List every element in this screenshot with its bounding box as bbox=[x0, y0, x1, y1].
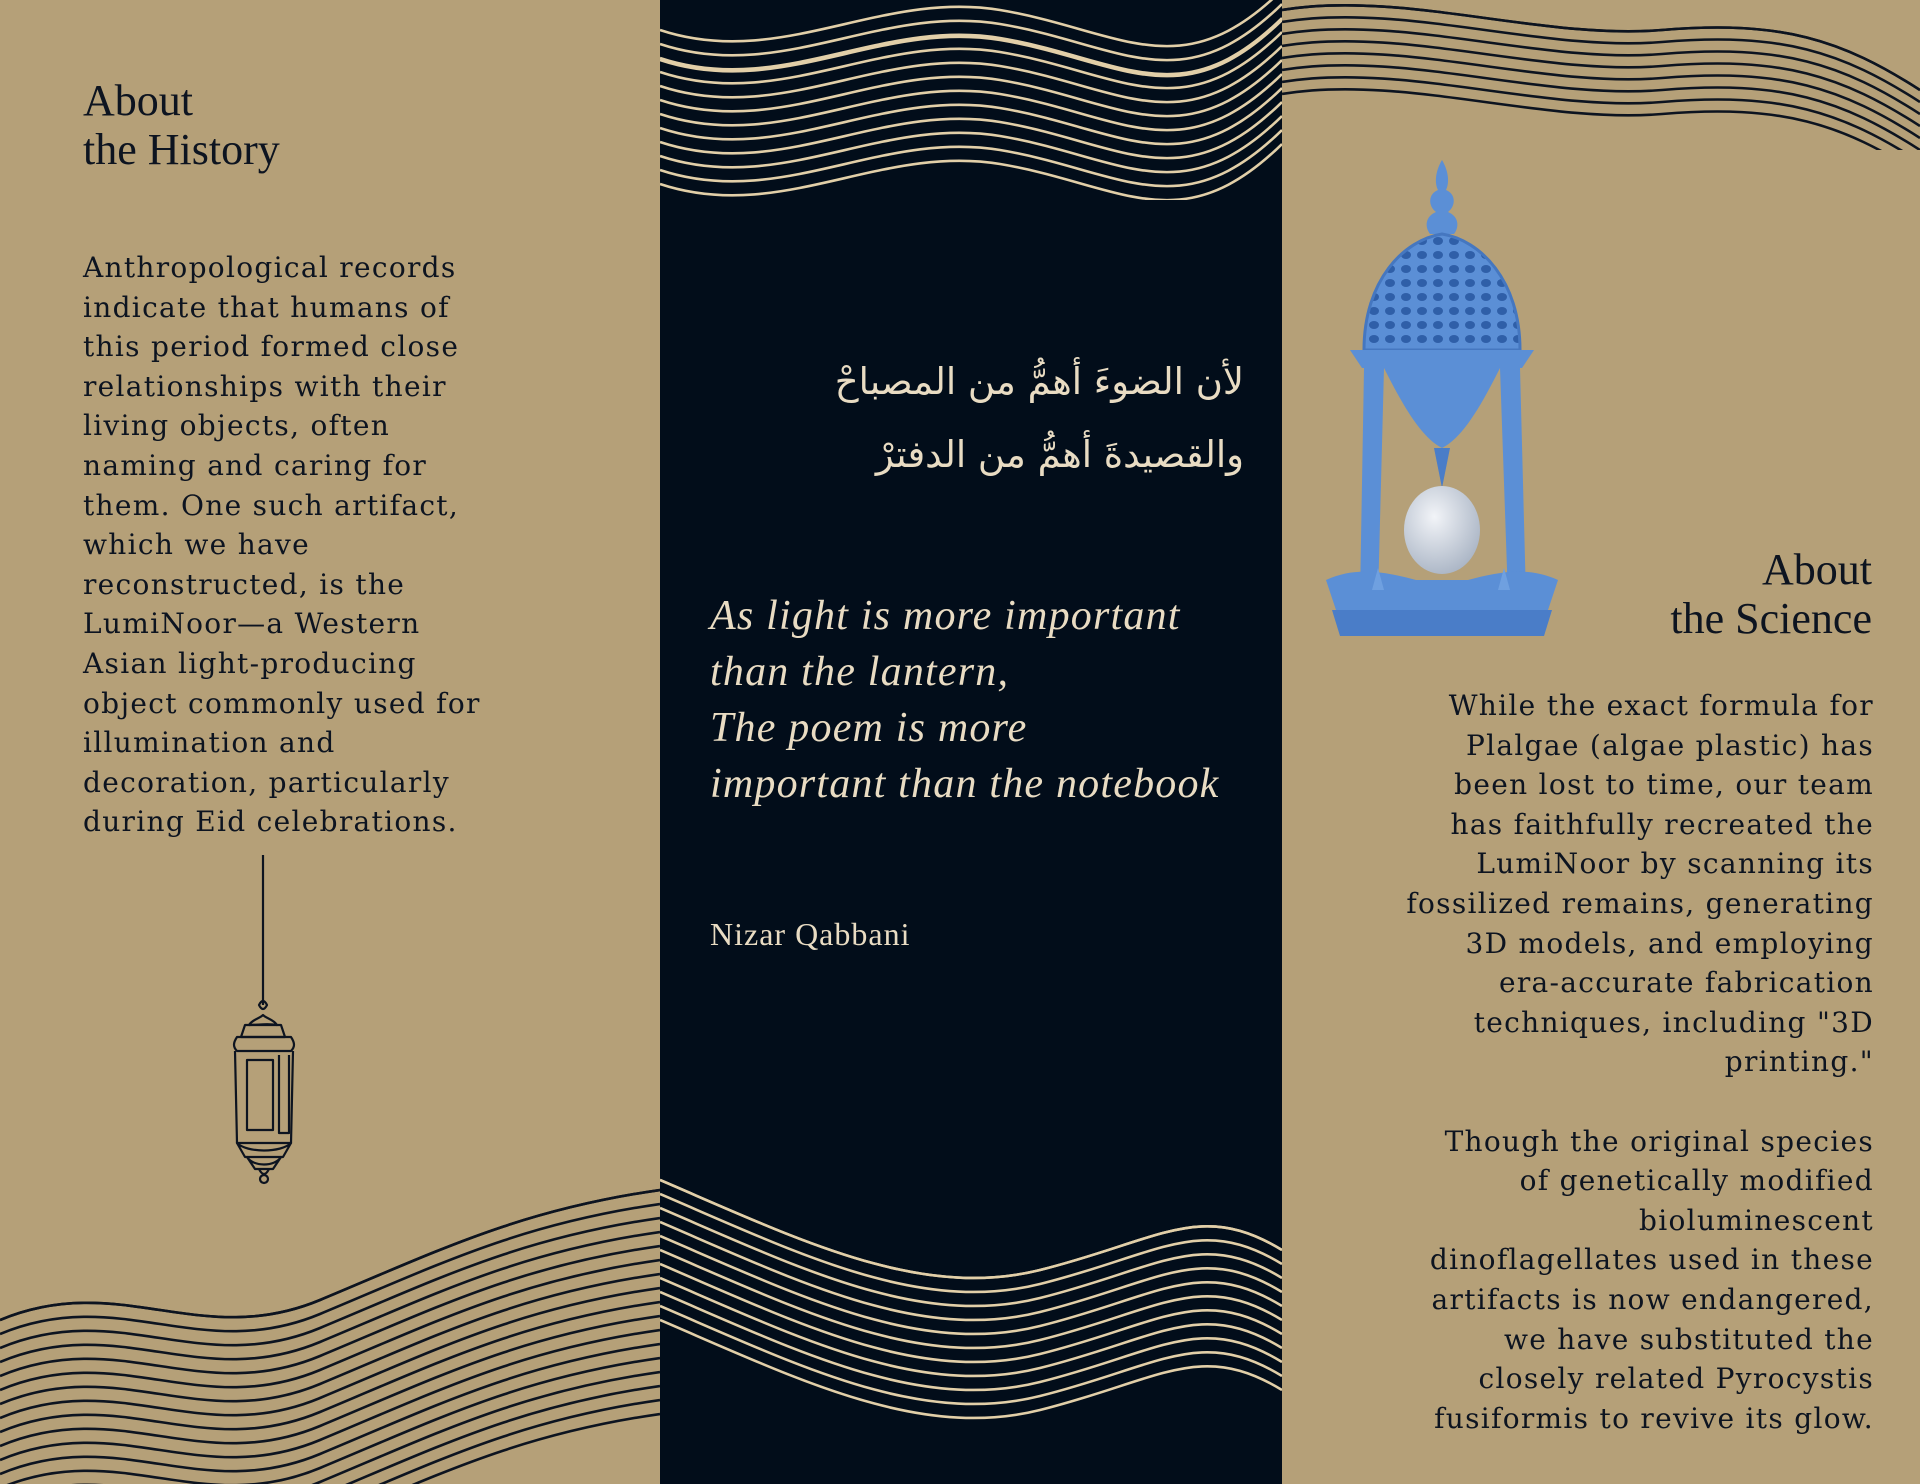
poet-name: Nizar Qabbani bbox=[710, 916, 911, 952]
body-line: printing." bbox=[1724, 1045, 1874, 1079]
body-line: LumiNoor—a Western bbox=[83, 607, 421, 641]
body-line: has faithfully recreated the bbox=[1450, 807, 1874, 841]
body-line: fossilized remains, generating bbox=[1406, 886, 1874, 920]
history-heading-line: About bbox=[83, 76, 193, 125]
body-line: relationships with their bbox=[83, 369, 447, 403]
arabic-line: والقصيدةَ أهمُّ من الدفترْ bbox=[875, 433, 1244, 476]
science-panel bbox=[1282, 0, 1920, 1484]
body-line: LumiNoor by scanning its bbox=[1476, 847, 1874, 881]
history-heading-line: the History bbox=[83, 125, 280, 175]
body-line: indicate that humans of bbox=[83, 290, 450, 324]
history-panel bbox=[0, 0, 660, 1484]
history-body-text bbox=[83, 248, 513, 842]
wave-lines-decoration bbox=[660, 0, 1282, 200]
luminoor-lantern-icon bbox=[1302, 150, 1582, 650]
wave-lines-decoration bbox=[1282, 0, 1920, 150]
body-line: Plalgae (algae plastic) has bbox=[1465, 728, 1874, 762]
body-line: reconstructed, is the bbox=[83, 567, 406, 601]
wave-lines-decoration bbox=[0, 1150, 660, 1484]
body-line: naming and caring for bbox=[83, 448, 428, 482]
body-line: bioluminescent bbox=[1639, 1203, 1874, 1237]
body-line: them. One such artifact, bbox=[83, 488, 460, 522]
body-line: dinoflagellates used in these bbox=[1429, 1243, 1874, 1277]
body-line: fusiformis to revive its glow. bbox=[1434, 1401, 1874, 1435]
quote-panel bbox=[660, 0, 1282, 1484]
body-line: during Eid celebrations. bbox=[83, 805, 458, 839]
body-line: closely related Pyrocystis bbox=[1478, 1362, 1874, 1396]
verse-line: than the lantern, bbox=[710, 649, 1010, 695]
verse-line: important than the notebook bbox=[710, 761, 1220, 807]
body-line: illumination and bbox=[83, 726, 336, 760]
science-heading-line: About bbox=[1762, 545, 1872, 594]
wave-lines-decoration bbox=[660, 1160, 1282, 1484]
history-heading bbox=[83, 76, 280, 175]
body-line: Though the original species bbox=[1444, 1124, 1874, 1158]
science-heading-line: the Science bbox=[1670, 594, 1872, 644]
verse-line: The poem is more bbox=[710, 705, 1028, 751]
arabic-line: لأن الضوءَ أهمُّ من المصباحْ bbox=[834, 360, 1244, 403]
body-line: we have substituted the bbox=[1503, 1322, 1874, 1356]
body-line: decoration, particularly bbox=[83, 765, 450, 799]
body-line: object commonly used for bbox=[83, 686, 481, 720]
body-line: While the exact formula for bbox=[1448, 689, 1874, 722]
body-line: era-accurate fabrication bbox=[1499, 966, 1874, 1000]
paragraph-gap bbox=[1406, 1082, 1874, 1122]
body-line: which we have bbox=[83, 528, 311, 562]
body-line: artifacts is now endangered, bbox=[1431, 1282, 1874, 1316]
body-line: Asian light-producing bbox=[83, 646, 417, 680]
science-body-text bbox=[1406, 686, 1874, 1438]
verse-line: As light is more important bbox=[710, 593, 1181, 639]
hanging-lantern-icon bbox=[215, 855, 315, 1195]
body-line: living objects, often bbox=[83, 409, 391, 443]
body-line: 3D models, and employing bbox=[1465, 926, 1874, 960]
body-line: been lost to time, our team bbox=[1454, 768, 1874, 802]
body-line: of genetically modified bbox=[1519, 1164, 1874, 1198]
arabic-verse bbox=[835, 345, 1244, 491]
body-line: this period formed close bbox=[83, 330, 460, 364]
body-line: techniques, including "3D bbox=[1473, 1005, 1874, 1039]
english-verse bbox=[710, 588, 1220, 812]
body-line: Anthropological records bbox=[83, 251, 457, 284]
science-heading bbox=[1670, 545, 1872, 644]
